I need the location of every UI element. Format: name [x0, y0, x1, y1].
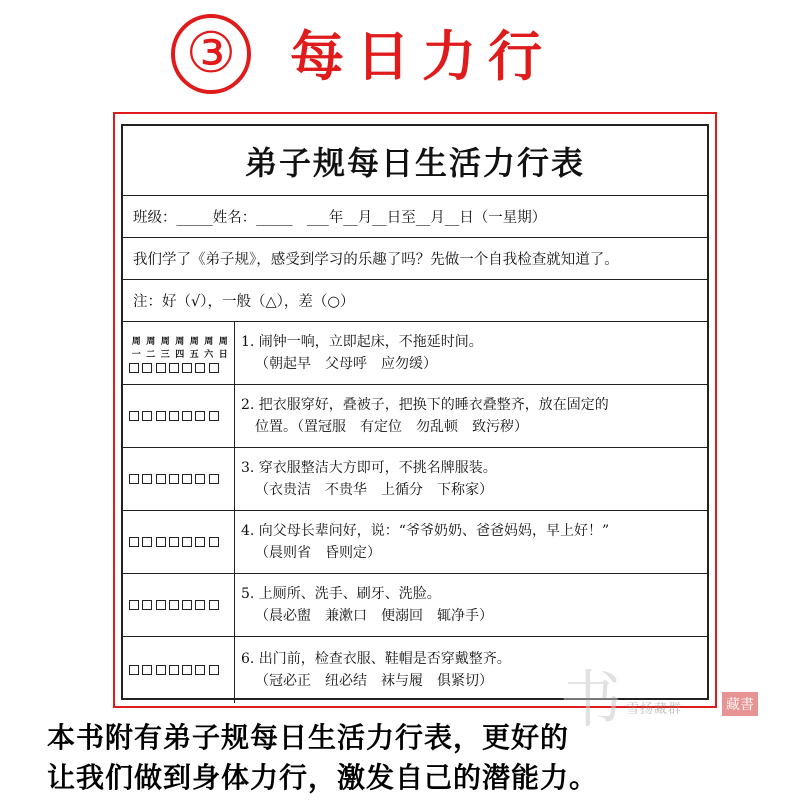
circled-number-badge: ③ [171, 14, 251, 94]
day-checkbox[interactable] [195, 474, 205, 484]
intro-line: 我们学了《弟子规》，感受到学习的乐趣了吗？先做一个自我检查就知道了。 [133, 252, 619, 268]
day-checkbox[interactable] [129, 665, 139, 675]
day-checkbox[interactable] [195, 411, 205, 421]
day-checkbox[interactable] [209, 363, 219, 373]
weekday-checkboxes [123, 574, 235, 636]
item-line-2: （冠必正 纽必结 袜与履 俱紧切） [255, 673, 493, 689]
weekday-label: 六 [204, 349, 214, 360]
item-line-1: 3. 穿衣服整洁大方即可，不挑名牌服装。 [241, 460, 497, 476]
weekday-checkboxes [123, 322, 235, 384]
weekday-label: 周 [218, 336, 228, 347]
table-row [123, 322, 707, 385]
day-checkbox[interactable] [156, 474, 166, 484]
checkbox-group [129, 600, 234, 610]
checkbox-group [129, 474, 234, 484]
day-checkbox[interactable] [156, 665, 166, 675]
table-row [123, 511, 707, 574]
weekday-label: 周 [131, 336, 141, 347]
day-checkbox[interactable] [129, 411, 139, 421]
item-text [235, 574, 707, 636]
table-row [123, 448, 707, 511]
checkbox-group [129, 537, 234, 547]
header [0, 0, 800, 110]
day-checkbox[interactable] [182, 474, 192, 484]
table-title: 弟子规每日生活力行表 [123, 126, 707, 196]
day-checkbox[interactable] [169, 474, 179, 484]
day-checkbox[interactable] [195, 665, 205, 675]
day-checkbox[interactable] [182, 665, 192, 675]
day-checkbox[interactable] [169, 665, 179, 675]
day-checkbox[interactable] [142, 474, 152, 484]
day-checkbox[interactable] [129, 474, 139, 484]
day-checkbox[interactable] [209, 411, 219, 421]
watermark-script: 书 [560, 663, 623, 736]
weekday-checkboxes [123, 637, 235, 703]
day-checkbox[interactable] [142, 411, 152, 421]
item-line-2: （晨则省 昏则定） [255, 545, 381, 561]
day-checkbox[interactable] [169, 537, 179, 547]
item-line-1: 1. 闹钟一响，立即起床，不拖延时间。 [241, 334, 483, 350]
weekday-header-bottom [129, 347, 234, 360]
day-checkbox[interactable] [182, 411, 192, 421]
table-row [123, 574, 707, 637]
item-line-2: （晨必盥 兼漱口 便溺回 辄净手） [255, 608, 493, 624]
day-checkbox[interactable] [169, 363, 179, 373]
day-checkbox[interactable] [156, 411, 166, 421]
info-row [123, 196, 707, 238]
weekday-label: 周 [204, 336, 214, 347]
weekday-label: 一 [131, 349, 141, 360]
day-checkbox[interactable] [142, 665, 152, 675]
footer-line-2: 让我们做到身体力行，激发自己的潜能力。 [47, 761, 599, 794]
day-checkbox[interactable] [195, 600, 205, 610]
day-checkbox[interactable] [195, 363, 205, 373]
item-line-2: （衣贵洁 不贵华 上循分 下称家） [255, 482, 493, 498]
day-checkbox[interactable] [169, 600, 179, 610]
weekday-checkboxes [123, 448, 235, 510]
weekday-label: 周 [189, 336, 199, 347]
weekday-label: 周 [146, 336, 156, 347]
day-checkbox[interactable] [129, 600, 139, 610]
day-checkbox[interactable] [156, 600, 166, 610]
weekday-label: 周 [160, 336, 170, 347]
weekday-label: 五 [189, 349, 199, 360]
day-checkbox[interactable] [182, 537, 192, 547]
checkbox-group [129, 363, 234, 373]
day-checkbox[interactable] [129, 363, 139, 373]
item-text [235, 448, 707, 510]
checkbox-group [129, 411, 234, 421]
note-row [123, 280, 707, 322]
day-checkbox[interactable] [182, 600, 192, 610]
item-line-2: 位置。（置冠服 有定位 勿乱顿 致污秽） [255, 419, 528, 435]
day-checkbox[interactable] [156, 537, 166, 547]
watermark-text: 雪扬藏群 [626, 702, 683, 717]
watermark-seal: 藏書 [722, 692, 758, 716]
note-line: 注：好（√），一般（△），差（○） [133, 294, 355, 310]
day-checkbox[interactable] [142, 363, 152, 373]
table-row [123, 385, 707, 448]
info-line: 班级：_____姓名：_____ ___年__月__日至__月__日（一星期） [133, 210, 547, 226]
item-line-1: 4. 向父母长辈问好，说：“爷爷奶奶、爸爸妈妈，早上好！” [241, 523, 610, 539]
weekday-label: 二 [146, 349, 156, 360]
weekday-checkboxes [123, 511, 235, 573]
day-checkbox[interactable] [169, 411, 179, 421]
item-line-1: 2. 把衣服穿好，叠被子，把换下的睡衣叠整齐，放在固定的 [241, 397, 609, 413]
item-text [235, 511, 707, 573]
day-checkbox[interactable] [209, 537, 219, 547]
item-text [235, 385, 707, 447]
weekday-label: 四 [175, 349, 185, 360]
day-checkbox[interactable] [142, 600, 152, 610]
checkbox-group [129, 665, 234, 675]
day-checkbox[interactable] [209, 474, 219, 484]
item-text [235, 322, 707, 384]
weekday-checkboxes [123, 385, 235, 447]
day-checkbox[interactable] [142, 537, 152, 547]
weekday-label: 三 [160, 349, 170, 360]
day-checkbox[interactable] [195, 537, 205, 547]
footer-line-1: 本书附有弟子规每日生活力行表，更好的 [47, 721, 570, 754]
item-line-1: 6. 出门前，检查衣服、鞋帽是否穿戴整齐。 [241, 651, 511, 667]
item-line-2: （朝起早 父母呼 应勿缓） [255, 356, 437, 372]
day-checkbox[interactable] [182, 363, 192, 373]
day-checkbox[interactable] [209, 600, 219, 610]
intro-row [123, 238, 707, 280]
day-checkbox[interactable] [209, 665, 219, 675]
item-line-1: 5. 上厕所、洗手、刷牙、洗脸。 [241, 586, 441, 602]
weekday-label: 周 [175, 336, 185, 347]
day-checkbox[interactable] [156, 363, 166, 373]
day-checkbox[interactable] [129, 537, 139, 547]
weekday-header-top [129, 334, 234, 347]
weekday-label: 日 [218, 349, 228, 360]
header-title: 每日力行 [290, 25, 554, 88]
daily-practice-table [121, 124, 709, 700]
